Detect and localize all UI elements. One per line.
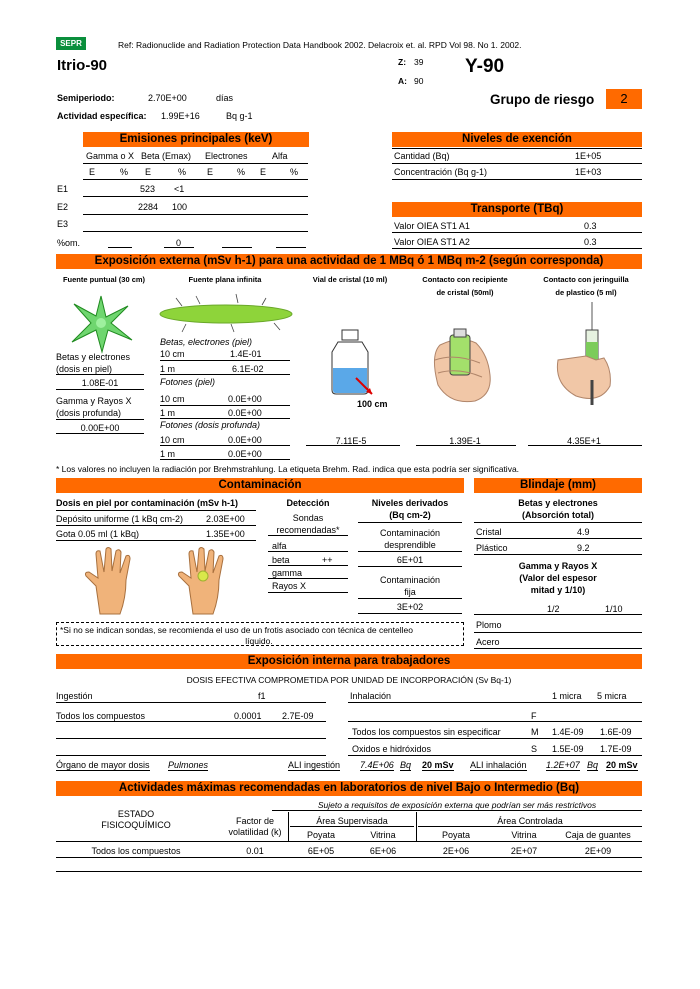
probe-xray: Rayos X xyxy=(272,581,307,591)
probe-note: *Si no se indican sondas, se recomienda el uso de un frotis asociado con técnica de centelleo xyxy=(60,625,413,635)
skin-dose-label: Depósito uniforme (1 kBq cm-2) xyxy=(56,514,184,524)
hand-uniform-icon xyxy=(82,546,148,616)
col-glass-container-sub: de cristal (50ml) xyxy=(436,288,494,297)
shield-gamma-title: Gamma y Rayos X xyxy=(518,561,598,571)
shield-value: 4.9 xyxy=(577,527,590,537)
state-header: ESTADO xyxy=(117,809,155,819)
ali-inhalation-unit: Bq xyxy=(587,760,599,770)
inhalation-value-5: 1.6E-09 xyxy=(600,727,632,737)
emission-e2-beta: 2284 xyxy=(138,202,159,212)
col-glass-vial: Vial de cristal (10 ml) xyxy=(312,275,388,284)
derived-levels-unit: (Bq cm-2) xyxy=(389,510,431,520)
fixed-label: Contaminación xyxy=(379,575,441,585)
detection-sub-b: recomendadas* xyxy=(276,525,340,535)
f1-label: f1 xyxy=(258,691,266,701)
sub-p3: % xyxy=(237,167,246,177)
emission-row-label: E2 xyxy=(57,202,69,212)
transport-label: Valor OIEA ST1 A1 xyxy=(394,221,470,231)
plane-value: 6.1E-02 xyxy=(232,364,264,374)
detection-sub: Sondas xyxy=(292,513,324,523)
ali-inhalation-dose: 20 mSv xyxy=(606,760,638,770)
ctrl-bench: Poyata xyxy=(441,830,471,840)
syringe-icon xyxy=(546,300,626,410)
col-gamma: Gamma o X xyxy=(86,151,135,161)
transport-value: 0.3 xyxy=(584,237,597,247)
plane-value: 0.0E+00 xyxy=(228,394,262,404)
risk-group-label: Grupo de riesgo xyxy=(490,92,595,107)
probe-gamma: gamma xyxy=(272,568,303,578)
a-label: A: xyxy=(398,76,407,86)
container-value: 1.39E-1 xyxy=(449,436,481,446)
inhalation-row-label: Todos los compuestos sin especificar xyxy=(352,727,501,737)
state-header-sub: FISICOQUÍMICO xyxy=(101,820,171,830)
plane-value: 0.0E+00 xyxy=(228,449,262,459)
shield-value: 9.2 xyxy=(577,543,590,553)
maxact-row-label: Todos los compuestos xyxy=(91,846,181,856)
emission-om-beta: 0 xyxy=(176,238,182,248)
exemption-label: Concentración (Bq g-1) xyxy=(394,167,488,177)
exemption-label: Cantidad (Bq) xyxy=(394,151,450,161)
supervised-area: Área Supervisada xyxy=(316,816,388,826)
inhalation-row-label: Oxidos e hidróxidos xyxy=(352,744,432,754)
betas-label-sub: (dosis en piel) xyxy=(56,364,113,374)
vial-distance: 100 cm xyxy=(357,399,388,409)
emission-row-label: %om. xyxy=(57,238,81,248)
ctrl-hood: Vitrina xyxy=(511,830,537,840)
hand-drop-icon xyxy=(175,546,241,616)
plane-distance: 10 cm xyxy=(160,349,185,359)
shield-label: Plástico xyxy=(476,543,508,553)
derived-levels-title: Niveles derivados xyxy=(371,498,449,508)
factor-header-sub: volatilidad (k) xyxy=(228,827,282,837)
exemption-value: 1E+05 xyxy=(575,151,602,161)
plane-photons-skin: Fotones (piel) xyxy=(160,377,216,387)
inhalation-1-micron: 1 micra xyxy=(552,691,582,701)
col-syringe: Contacto con jeringuilla xyxy=(543,275,629,284)
z-value: 39 xyxy=(414,57,424,67)
maxact-ctrl-glovebox: 2E+09 xyxy=(584,846,612,856)
fixed-label-sub: fija xyxy=(404,587,416,597)
vial-value: 7.11E-5 xyxy=(335,436,367,446)
emission-row-label: E3 xyxy=(57,219,69,229)
glass-container-icon xyxy=(420,305,500,415)
sub-p2: % xyxy=(178,167,187,177)
z-label: Z: xyxy=(398,57,407,67)
ali-inhalation-value: 1.2E+07 xyxy=(546,760,580,770)
activity-label: Actividad específica: xyxy=(57,111,147,121)
exemption-value: 1E+03 xyxy=(575,167,602,177)
external-exposure-title: Exposición externa (mSv h-1) para una actividad de 1 MBq ó 1 MBq m-2 (según corresponda) xyxy=(56,254,642,269)
inhalation-class: S xyxy=(531,744,538,754)
plane-distance: 1 m xyxy=(160,408,176,418)
inhalation-class: F xyxy=(531,711,537,721)
shield-tenth: 1/10 xyxy=(605,604,623,614)
probe-beta-mark: ++ xyxy=(322,555,333,565)
inhalation-label: Inhalación xyxy=(350,691,392,701)
factor-header: Factor de xyxy=(235,816,275,826)
gamma-label: Gamma y Rayos X xyxy=(56,396,132,406)
internal-subtitle: DOSIS EFECTIVA COMPROMETIDA POR UNIDAD DE INCORPORACIÓN (Sv Bq-1) xyxy=(186,675,512,685)
ingestion-label: Ingestión xyxy=(56,691,93,701)
critical-organ-label: Órgano de mayor dosis xyxy=(56,760,150,770)
inhalation-value-5: 1.7E-09 xyxy=(600,744,632,754)
skin-dose-title: Dosis en piel por contaminación (mSv h-1) xyxy=(56,498,239,508)
sub-e4: E xyxy=(260,167,267,177)
removable-value: 6E+01 xyxy=(396,555,424,565)
ingestion-value: 2.7E-09 xyxy=(282,711,314,721)
ali-ingestion-unit: Bq xyxy=(400,760,412,770)
ingestion-f1: 0.0001 xyxy=(234,711,262,721)
maxact-ctrl-bench: 2E+06 xyxy=(442,846,470,856)
shield-beta-sub: (Absorción total) xyxy=(522,510,594,520)
shield-lead: Plomo xyxy=(476,620,502,630)
maxact-ctrl-hood: 2E+07 xyxy=(510,846,538,856)
plane-source-icon xyxy=(156,292,296,336)
plane-value: 0.0E+00 xyxy=(228,435,262,445)
point-source-icon xyxy=(66,292,136,354)
half-life-value: 2.70E+00 xyxy=(148,93,187,103)
syringe-value: 4.35E+1 xyxy=(567,436,601,446)
emission-row-label: E1 xyxy=(57,184,69,194)
sub-e2: E xyxy=(145,167,152,177)
probe-note-box xyxy=(56,622,464,646)
inhalation-value-1: 1.4E-09 xyxy=(552,727,584,737)
sup-hood: Vitrina xyxy=(370,830,396,840)
element-name: Itrio-90 xyxy=(57,57,108,74)
col-electrons: Electrones xyxy=(205,151,248,161)
transport-title: Transporte (TBq) xyxy=(392,202,642,217)
probe-note-cont: líquido. xyxy=(245,636,273,646)
plane-photons-deep: Fotones (dosis profunda) xyxy=(160,420,261,430)
glass-vial-icon xyxy=(326,328,376,398)
plane-betas-label: Betas, electrones (piel) xyxy=(160,337,253,347)
sepr-logo: SEPR xyxy=(56,37,86,50)
gamma-label-sub: (dosis profunda) xyxy=(56,408,122,418)
inhalation-class: M xyxy=(531,727,539,737)
plane-value: 0.0E+00 xyxy=(228,408,262,418)
plane-distance: 10 cm xyxy=(160,394,185,404)
col-alfa: Alfa xyxy=(272,151,288,161)
a-value: 90 xyxy=(414,76,424,86)
skin-dose-value: 2.03E+00 xyxy=(206,514,245,524)
activity-value: 1.99E+16 xyxy=(161,111,200,121)
shield-gamma-sub: (Valor del espesor xyxy=(519,573,597,583)
removable-label: Contaminación xyxy=(379,528,441,538)
shield-half: 1/2 xyxy=(547,604,560,614)
half-life-unit: días xyxy=(216,93,234,103)
fixed-value: 3E+02 xyxy=(396,602,424,612)
inhalation-5-micron: 5 micra xyxy=(597,691,627,701)
contamination-title: Contaminación xyxy=(56,478,464,493)
isotope-symbol: Y-90 xyxy=(465,56,505,77)
shielding-title: Blindaje (mm) xyxy=(474,478,642,493)
col-syringe-sub: de plastico (5 ml) xyxy=(555,288,617,297)
skin-dose-label: Gota 0.05 ml (1 kBq) xyxy=(56,529,140,539)
half-life-label: Semiperiodo: xyxy=(57,93,115,103)
plane-distance: 1 m xyxy=(160,449,176,459)
shield-label: Cristal xyxy=(476,527,502,537)
internal-exposure-title: Exposición interna para trabajadores xyxy=(56,654,642,669)
ctrl-glovebox: Caja de guantes xyxy=(565,830,631,840)
ali-inhalation-label: ALI inhalación xyxy=(470,760,527,770)
betas-value: 1.08E-01 xyxy=(81,378,119,388)
shield-gamma-sub2: mitad y 1/10) xyxy=(530,585,586,595)
gamma-value: 0.00E+00 xyxy=(80,423,120,433)
betas-label: Betas y electrones xyxy=(56,352,131,362)
skin-dose-value: 1.35E+00 xyxy=(206,529,245,539)
reference-text: Ref: Radionuclide and Radiation Protection Data Handbook 2002. Delacroix et. al. RPD Vol 98. No 1. 2002. xyxy=(118,40,522,50)
probe-beta: beta xyxy=(272,555,290,565)
brehm-note: * Los valores no incluyen la radiación por Brehmstrahlung. La etiqueta Brehm. Rad. indica que esta podría ser significativa. xyxy=(56,464,520,474)
maxact-k: 0.01 xyxy=(246,846,264,856)
emission-e1-pct: <1 xyxy=(174,184,185,194)
emission-e1-beta: 523 xyxy=(140,184,156,194)
plane-distance: 10 cm xyxy=(160,435,185,445)
sub-e1: E xyxy=(89,167,96,177)
critical-organ: Pulmones xyxy=(168,760,209,770)
shield-beta-title: Betas y electrones xyxy=(518,498,598,508)
col-beta: Beta (Emax) xyxy=(141,151,192,161)
ali-ingestion-label: ALI ingestión xyxy=(288,760,341,770)
col-plane-source: Fuente plana infinita xyxy=(188,275,262,284)
ali-ingestion-dose: 20 mSv xyxy=(422,760,454,770)
emissions-title: Emisiones principales (keV) xyxy=(83,132,309,147)
removable-label-sub: desprendible xyxy=(384,540,436,550)
plane-distance: 1 m xyxy=(160,364,176,374)
sub-p1: % xyxy=(120,167,129,177)
maxact-sup-hood: 6E+06 xyxy=(369,846,397,856)
transport-value: 0.3 xyxy=(584,221,597,231)
sup-bench: Poyata xyxy=(306,830,336,840)
max-activities-title: Actividades máximas recomendadas en laboratorios de nivel Bajo o Intermedio (Bq) xyxy=(56,781,642,796)
emission-e2-pct: 100 xyxy=(172,202,188,212)
col-point-source: Fuente puntual (30 cm) xyxy=(62,275,146,284)
probe-alfa: alfa xyxy=(272,541,287,551)
sub-p4: % xyxy=(290,167,299,177)
shield-steel: Acero xyxy=(476,637,500,647)
controlled-area: Área Controlada xyxy=(497,816,563,826)
maxact-sup-bench: 6E+05 xyxy=(307,846,335,856)
risk-group-badge: 2 xyxy=(606,89,642,109)
transport-label: Valor OIEA ST1 A2 xyxy=(394,237,470,247)
ingestion-row-label: Todos los compuestos xyxy=(56,711,146,721)
plane-value: 1.4E-01 xyxy=(230,349,262,359)
exemption-title: Niveles de exención xyxy=(392,132,642,147)
inhalation-value-1: 1.5E-09 xyxy=(552,744,584,754)
ali-ingestion-value: 7.4E+06 xyxy=(360,760,394,770)
col-glass-container: Contacto con recipiente xyxy=(422,275,508,284)
activity-unit: Bq g-1 xyxy=(226,111,253,121)
detection-title: Detección xyxy=(286,498,330,508)
sub-e3: E xyxy=(207,167,214,177)
max-activities-subtitle: Sujeto a requisitos de exposición externa que podrían ser más restrictivos xyxy=(272,800,642,811)
